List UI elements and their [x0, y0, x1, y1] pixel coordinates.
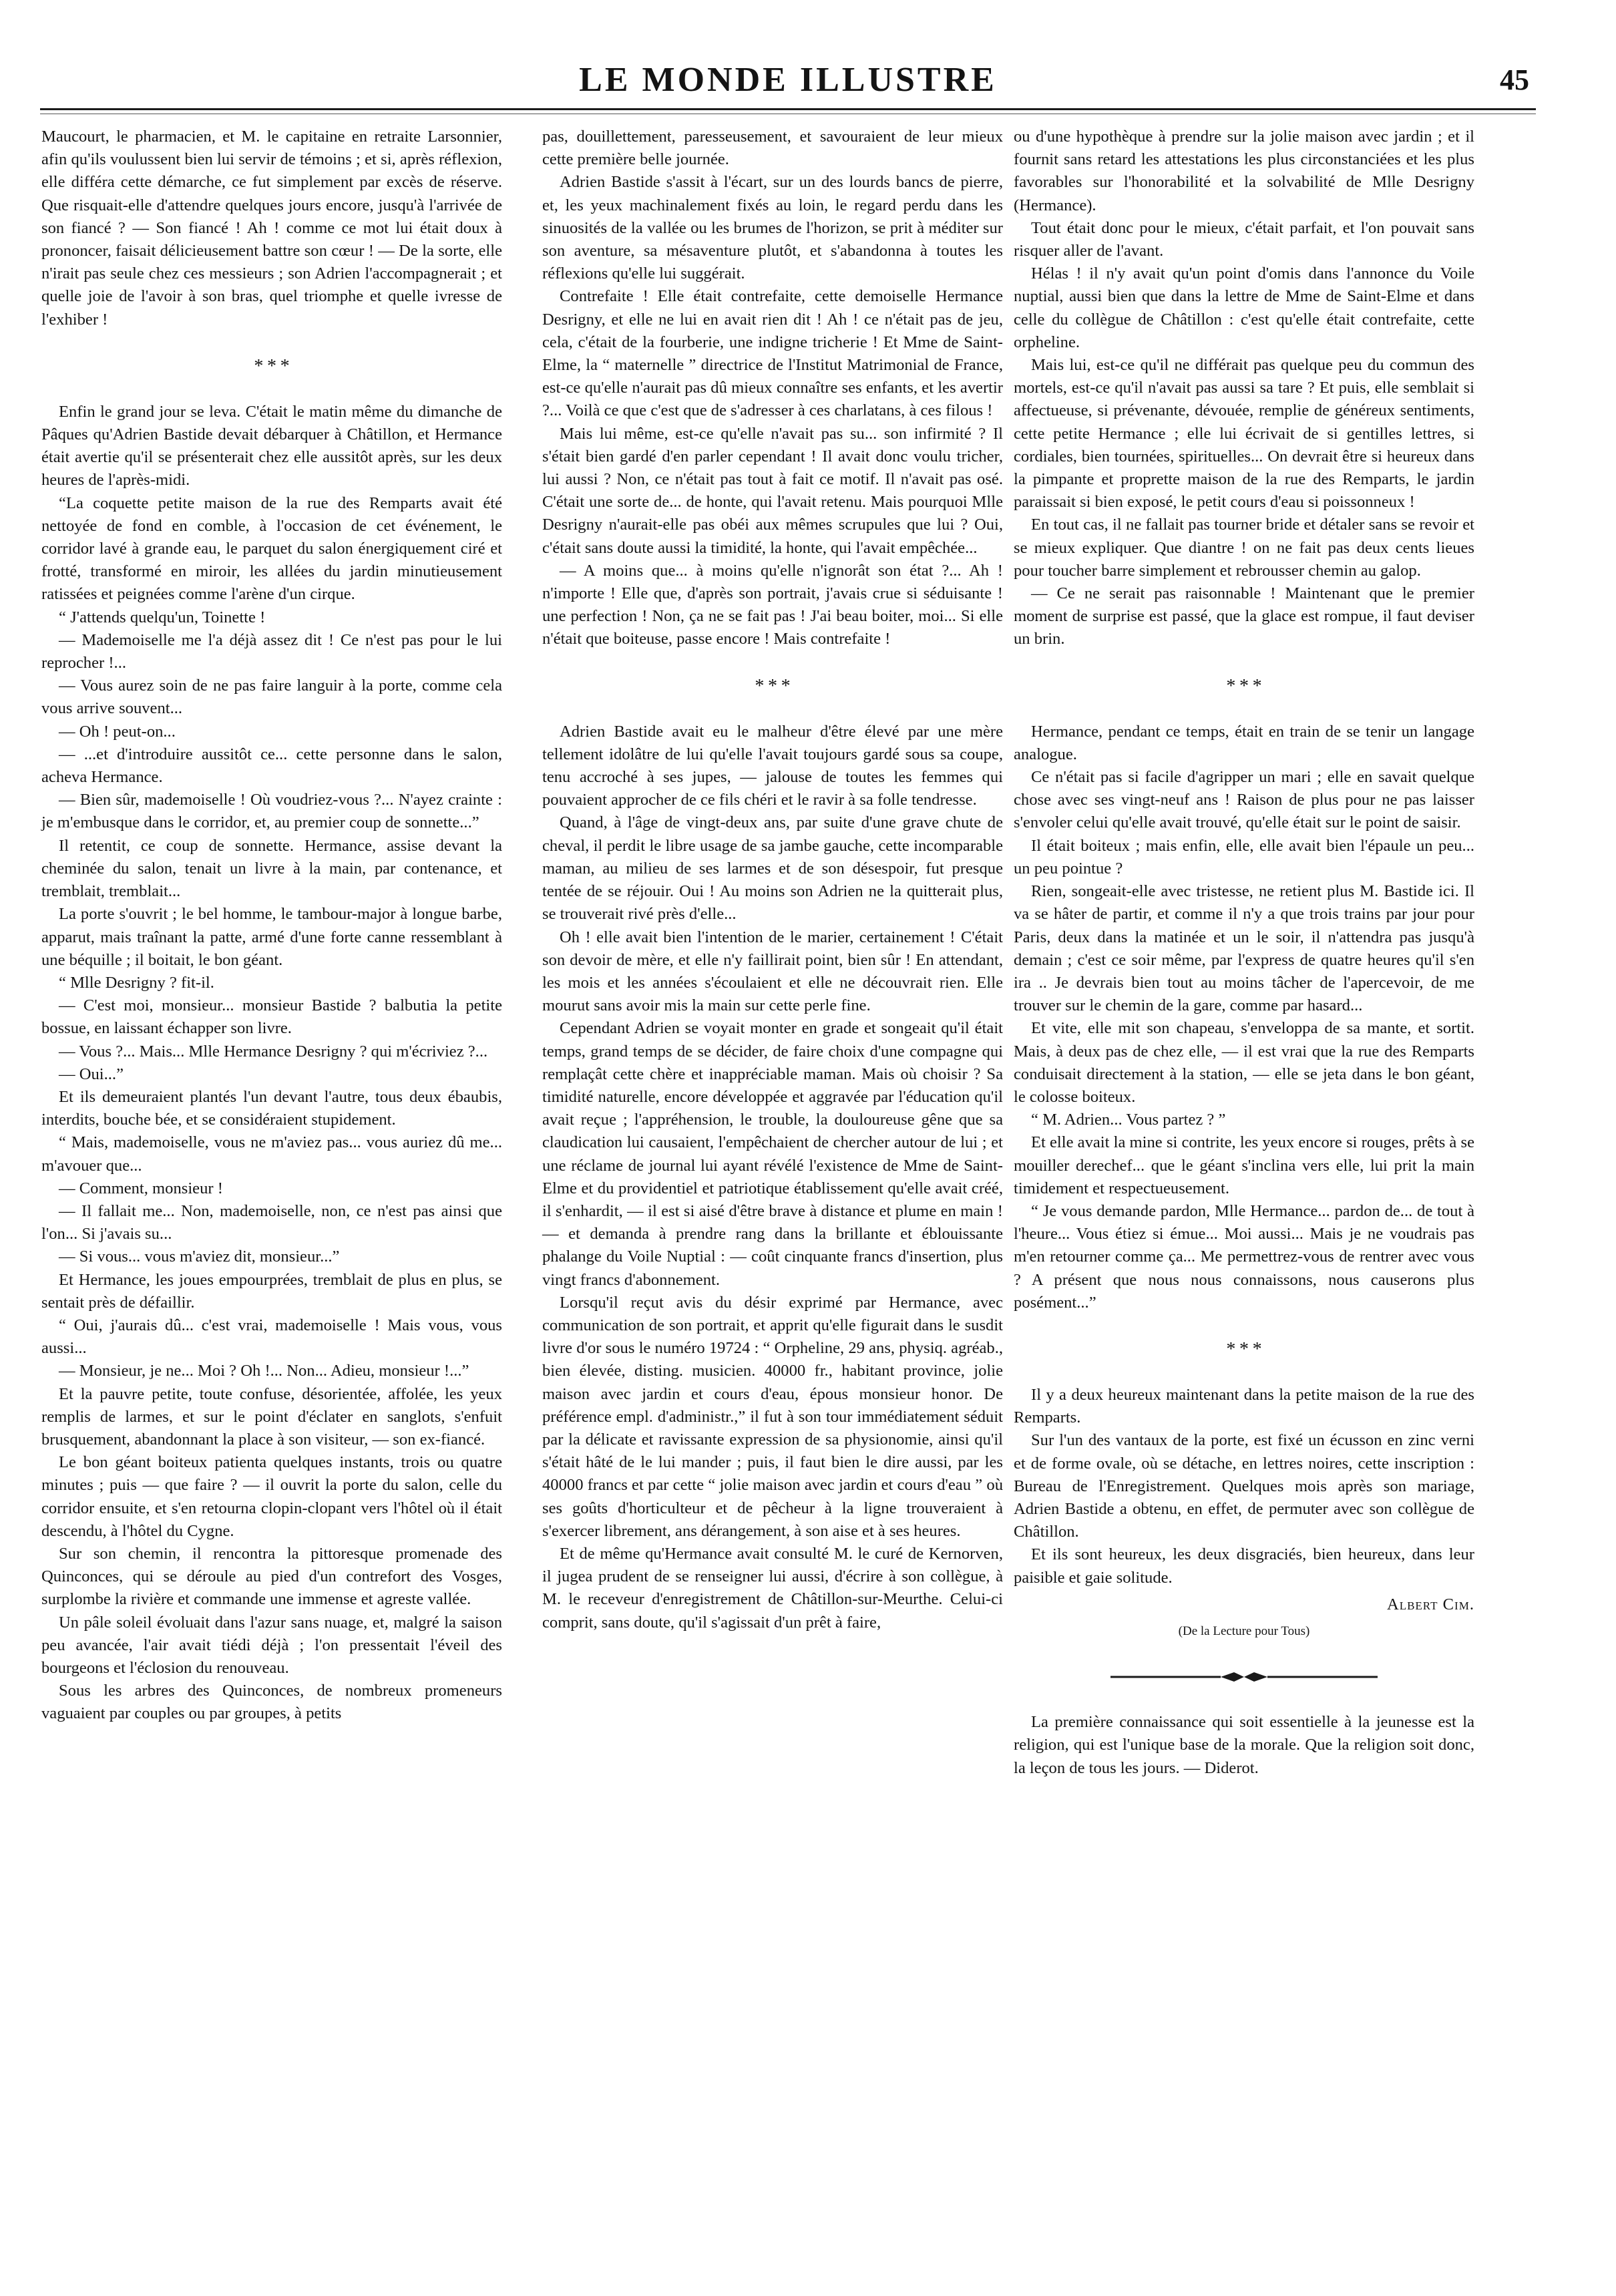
paragraph: Il retentit, ce coup de sonnette. Hermance, assise devant la cheminée du salon, tenait un livre à la main, par contenance, et tremblait, tremblait...	[41, 836, 502, 901]
paragraph: Il y a deux heureux maintenant dans la petite maison de la rue des Remparts.	[1014, 1385, 1474, 1427]
paragraph: Maucourt, le pharmacien, et M. le capitaine en retraite Larsonnier, afin qu'ils voulussent bien lui servir de témoins ; et si, après réflexion, elle différa cette démarche, ce fut simplement par excès de réserve. Que risquait-elle d'attendre quelques jours encore, jusqu'à l'arrivée de son fiancé ? — Son fiancé ! Ah ! comme ce mot lui était doux à prononcer, faisait délicieusement battre son cœur ! — De la sorte, elle n'irait pas seule chez ces messieurs ; son Adrien l'accompagnerait ; et quelle joie de l'avoir à son bras, quel triomphe et quelle ivresse de l'exhiber !	[41, 128, 502, 329]
paragraph: Sur son chemin, il rencontra la pittoresque promenade des Quinconces, qui se déroule au pied d'un contrefort des Vosges, surplombe la rivière et commande une immense et agreste vallée.	[41, 1544, 502, 1609]
paragraph: Et Hermance, les joues empourprées, tremblait de plus en plus, se sentait près de défaillir.	[41, 1270, 502, 1312]
paragraph: — Oui...”	[59, 1065, 124, 1083]
paragraph: — Oh ! peut-on...	[59, 722, 176, 741]
ornament-divider-icon	[1104, 1670, 1384, 1684]
section-break-asterism: * * *	[755, 675, 791, 697]
source-credit: (De la Lecture pour Tous)	[1178, 1623, 1310, 1638]
paragraph: — Bien sûr, mademoiselle ! Où voudriez-vous ?... N'ayez crainte : je m'embusque dans le corridor, et, au premier coup de sonnette...”	[41, 791, 502, 832]
paragraph: “ Je vous demande pardon, Mlle Hermance... pardon de... de tout à l'heure... Vous étiez si émue... Moi aussi... Mais je ne voudrais pas m'en retourner comme ça... Me permettrez-vous de rentrer avec vous ? A présent que nous nous connaissons, nous causerons plus posément...”	[1014, 1201, 1474, 1312]
closing-quote: La première connaissance qui soit essentielle à la jeunesse est la religion, qui est l'unique base de la morale. Que la religion soit donc, la leçon de tous les jours. — Diderot.	[1014, 1713, 1474, 1777]
paragraph: Il était boiteux ; mais enfin, elle, elle avait bien l'épaule un peu... un peu pointue ?	[1014, 836, 1474, 878]
paragraph: Hélas ! il n'y avait qu'un point d'omis dans l'annonce du Voile nuptial, aussi bien que dans la lettre de Mme de Saint-Elme et dans celle du collègue de Châtillon : c'est qu'elle était contrefaite, cette orpheline.	[1014, 264, 1474, 351]
paragraph: Mais lui, est-ce qu'il ne différait pas quelque peu du commun des mortels, est-ce qu'il n'avait pas aussi sa tare ? Et puis, elle semblait si affectueuse, si prévenante, dévouée, remplie de généreux sentiments, cette petite Hermance ; elle lui écrivait de si gentilles lettres, si cordiales, bien tournées, spirituelles... On devrait être si heureux dans la pimpante et proprette maison de la rue des Remparts, le jardin paraissait si bien exposé, le petit cours d'eau si poissonneux !	[1014, 356, 1474, 512]
paragraph: — Vous ?... Mais... Mlle Hermance Desrigny ? qui m'écriviez ?...	[59, 1042, 488, 1061]
paragraph: Et ils sont heureux, les deux disgraciés, bien heureux, dans leur paisible et gaie solitude.	[1014, 1545, 1474, 1587]
paragraph: La porte s'ouvrit ; le bel homme, le tambour-major à longue barbe, apparut, mais traînant la patte, armé d'une forte canne ressemblant à une béquille ; il boitait, le bon géant.	[41, 905, 502, 969]
paragraph: Rien, songeait-elle avec tristesse, ne retient plus M. Bastide ici. Il va se hâter de partir, et comme il n'y a que trois trains par jour pour Paris, deux dans la matinée et un le soir, il n'attendra pas jusqu'à demain ; c'est ce soir même, par l'express de quatre heures qu'il s'en ira .. Je devrais bien tout au moins tâcher de l'apercevoir, de me trouver sur le chemin de la gare, comme par hasard...	[1014, 882, 1474, 1015]
paragraph: — A moins que... à moins qu'elle n'ignorât son état ?... Ah ! n'importe ! Elle que, d'après son portrait, j'avais crue si séduisante ! une perfection ! Non, ça ne se fait pas ! J'ai beau boiter, moi... Si elle n'était que boiteuse, passe encore ! Mais contrefaite !	[542, 561, 1003, 648]
paragraph: Hermance, pendant ce temps, était en train de se tenir un langage analogue.	[1014, 722, 1474, 763]
paragraph: Adrien Bastide s'assit à l'écart, sur un des lourds bancs de pierre, et, les yeux machinalement fixés au loin, le regard perdu dans les sinuosités de la vallée ou les brumes de l'horizon, se prit à méditer sur son aventure, sa mésaventure plutôt, et s'abandonna à toutes les réflexions qu'elle lui suggérait.	[542, 173, 1003, 283]
paragraph: — ...et d'introduire aussitôt ce... cette personne dans le salon, acheva Hermance.	[41, 745, 502, 787]
paragraph: Et ils demeuraient plantés l'un devant l'autre, tous deux ébaubis, interdits, bouche bée, et se considéraient stupidement.	[41, 1087, 502, 1129]
paragraph: Quand, à l'âge de vingt-deux ans, par suite d'une grave chute de cheval, il perdit le libre usage de sa jambe gauche, cette incomparable maman, au milieu de ses larmes et de son désespoir, fut presque tentée de se réjouir. Oui ! Au moins son Adrien ne la quitterait plus, se trouverait rivé près d'elle...	[542, 813, 1003, 924]
newspaper-title: LE MONDE ILLUSTRE	[579, 61, 997, 99]
paragraph: Et la pauvre petite, toute confuse, désorientée, affolée, les yeux remplis de larmes, et sur le point d'éclater en sanglots, s'enfuit brusquement, abandonnant la place à son visiteur, — son ex-fiancé.	[41, 1384, 502, 1449]
paragraph: — Si vous... vous m'aviez dit, monsieur...”	[59, 1248, 340, 1266]
paragraph: — Monsieur, je ne... Moi ? Oh !... Non... Adieu, monsieur !...”	[59, 1362, 469, 1380]
paragraph: — Vous aurez soin de ne pas faire languir à la porte, comme cela vous arrive souvent...	[41, 677, 502, 718]
paragraph: Oh ! elle avait bien l'intention de le marier, certainement ! C'était son devoir de mère, et elle n'y faillirait point, bien sûr ! En attendant, les mois et les années s'écoulaient et elle ne découvrait rien. Elle mourut sans avoir mis la main sur cette perle fine.	[542, 928, 1003, 1015]
paragraph: — Il fallait me... Non, mademoiselle, non, ce n'est pas ainsi que l'on... Si j'avais su...	[41, 1201, 502, 1243]
paragraph: Lorsqu'il reçut avis du désir exprimé par Hermance, avec communication de son portrait, et apprit qu'elle figurait dans le susdit livre d'or sous le numéro 19724 : “ Orpheline, 29 ans, physiq. agréab., bien élevée, disting. musicien. 40000 fr., habitant province, jolie maison avec jardin et cours d'eau, épous monsieur honor. De préférence empl. d'administr.,” il fut à son tour immédiatement séduit par la délicate et ravissante expression de sa physionomie, ainsi qu'il s'était hâté de le lui mander ; puis, il faut bien le dire aussi, par les 40000 francs et par cette “ jolie maison avec jardin et cours d'eau ” où ses goûts d'horticulteur et de pêcheur à la ligne trouveraient à s'exercer librement, ans dérangement, à son aise et à ses heures.	[542, 1293, 1003, 1540]
column-2	[542, 126, 1003, 1634]
section-break-asterism: * * *	[1226, 675, 1262, 697]
paragraph: “ Mlle Desrigny ? fit-il.	[59, 973, 214, 992]
paragraph: ou d'une hypothèque à prendre sur la jolie maison avec jardin ; et il fournit sans retard les attestations les plus circonstanciées et les plus favorables sur l'honorabilité et la solvabilité de Mlle Desrigny (Hermance).	[1014, 128, 1474, 214]
paragraph: — C'est moi, monsieur... monsieur Bastide ? balbutia la petite bossue, en laissant échapper son livre.	[41, 996, 502, 1038]
paragraph: Tout était donc pour le mieux, c'était parfait, et l'on pouvait sans risquer aller de l'avant.	[1014, 218, 1474, 260]
paragraph: “ Mais, mademoiselle, vous ne m'aviez pas... vous auriez dû me... m'avouer que...	[41, 1133, 502, 1175]
column-3	[1014, 126, 1474, 1780]
author-signature: Albert Cim.	[1386, 1595, 1474, 1613]
section-break-asterism: * * *	[254, 355, 290, 377]
paragraph: “ Oui, j'aurais dû... c'est vrai, mademoiselle ! Mais vous, vous aussi...	[41, 1316, 502, 1358]
paragraph: — Mademoiselle me l'a déjà assez dit ! Ce n'est pas pour le lui reprocher !...	[41, 630, 502, 673]
header-rule	[40, 108, 1536, 110]
paragraph: Enfin le grand jour se leva. C'était le matin même du dimanche de Pâques qu'Adrien Bastide devait débarquer à Châtillon, et Hermance était avertie qu'il se présenterait chez elle aussitôt après, sur les deux heures de l'après-midi.	[41, 402, 502, 490]
column-1	[41, 126, 502, 1726]
paragraph: Ce n'était pas si facile d'agripper un mari ; elle en savait quelque chose avec ses vingt-neuf ans ! Raison de plus pour ne pas laisser s'envoler celui qu'elle avait trouvé, qu'elle était sur le point de saisir.	[1014, 768, 1474, 832]
paragraph: Et vite, elle mit son chapeau, s'enveloppa de sa mante, et sortit. Mais, à deux pas de chez elle, — il est vrai que la rue des Remparts conduisait directement à la station, — elle se jeta dans le bon géant, le colosse boiteux.	[1014, 1019, 1474, 1106]
paragraph: Cependant Adrien se voyait monter en grade et songeait qu'il était temps, grand temps de se décider, de faire choix d'une compagne qui remplaçât cette chère et inappréciable maman. Mais où choisir ? Sa timidité naturelle, encore développée et aggravée par l'éducation qu'il avait reçue ; l'appréhension, le trouble, la douloureuse gêne que sa claudication lui causaient, l'empêchaient de chercher autour de lui ; et une réclame de journal lui ayant révélé l'existence de Mme de Saint-Elme et du providentiel et patriotique établissement qu'elle avait créé, il s'enhardit, — il est si aisé d'être brave à distance et plume en main ! — et demanda à prendre rang dans la brillante et éblouissante phalange du Voile Nuptial : — coût cinquante francs d'insertion, plus vingt francs d'abonnement.	[542, 1019, 1003, 1289]
paragraph: Et elle avait la mine si contrite, les yeux encore si rouges, prêts à se mouiller derechef... que le géant s'inclina vers elle, lui prit la main timidement et respectueusement.	[1014, 1133, 1474, 1197]
paragraph: Un pâle soleil évoluait dans l'azur sans nuage, et, malgré la saison peu avancée, l'air avait tiédi déjà ; l'on pressentait l'éveil des bourgeons et l'éclosion du renouveau.	[41, 1613, 502, 1677]
paragraph: pas, douillettement, paresseusement, et savouraient de leur mieux cette première belle journée.	[542, 128, 1003, 169]
paragraph: — Comment, monsieur !	[59, 1179, 223, 1197]
paragraph: Sous les arbres des Quinconces, de nombreux promeneurs vaguaient par couples ou par groupes, à petits	[41, 1682, 502, 1723]
paragraph: En tout cas, il ne fallait pas tourner bride et détaler sans se revoir et se mieux expliquer. Que diantre ! on ne fait pas deux cents lieues pour toucher barre simplement et rebrousser chemin au galop.	[1014, 516, 1474, 580]
paragraph: “La coquette petite maison de la rue des Remparts avait été nettoyée de fond en comble, à l'occasion de cet événement, le corridor lavé à grande eau, le parquet du salon énergiquement ciré et frotté, transformé en miroir, les allées du jardin minutieusement ratissées et peignées comme l'arène d'un cirque.	[41, 494, 502, 604]
paragraph: Adrien Bastide avait eu le malheur d'être élevé par une mère tellement idolâtre de lui qu'elle l'avait toujours gardé sous sa coupe, tenu accroché à ses jupes, — jalouse de toutes les femmes qui pouvaient approcher de ce fils chéri et le ravir à sa folle tendresse.	[542, 722, 1003, 809]
paragraph: — Ce ne serait pas raisonnable ! Maintenant que le premier moment de surprise est passé, que la glace est rompue, il faut deviser un brin.	[1014, 584, 1474, 648]
paragraph: “ M. Adrien... Vous partez ? ”	[1031, 1111, 1226, 1129]
paragraph: “ J'attends quelqu'un, Toinette !	[59, 608, 266, 626]
paragraph: Sur l'un des vantaux de la porte, est fixé un écusson en zinc verni et de forme ovale, où se détache, en lettres noires, cette inscription : Bureau de l'Enregistrement. Quelques mois après son mariage, Adrien Bastide a obtenu, en effet, de permuter avec son collègue de Châtillon.	[1014, 1431, 1474, 1541]
section-break-asterism: * * *	[1226, 1338, 1262, 1360]
page-number: 45	[1500, 63, 1529, 96]
paragraph: Le bon géant boiteux patienta quelques instants, trois ou quatre minutes ; puis — que faire ? — il ouvrit la porte du salon, celle du corridor ensuite, et s'en retourna clopin-clopant vers l'hôtel où il était descendu, à l'hôtel du Cygne.	[41, 1453, 502, 1540]
masthead	[40, 60, 1536, 107]
paragraph: Et de même qu'Hermance avait consulté M. le curé de Kernorven, il jugea prudent de se renseigner lui aussi, d'écrire à son collègue, à M. le receveur d'enregistrement de Châtillon-sur-Meurthe. Celui-ci comprit, sans doute, qu'il s'agissait d'un prêt à faire,	[542, 1544, 1003, 1632]
paragraph: Mais lui même, est-ce qu'elle n'avait pas su... son infirmité ? Il s'était bien gardé d'en parler cependant ! Il avait donc voulu tricher, lui aussi ? Non, ce n'était pas tout à fait ce motif. Il n'avait pas osé. C'était une sorte de... de honte, qui l'avait retenu. Mais pourquoi Mlle Desrigny n'aurait-elle pas obéi aux mêmes scrupules que lui ? Oui, c'était sans doute aussi la timidité, la honte, qui l'avait empêchée...	[542, 424, 1003, 557]
paragraph: Contrefaite ! Elle était contrefaite, cette demoiselle Hermance Desrigny, et elle ne lui en avait rien dit ! Ah ! ce n'était pas de jeu, cela, c'était de la fourberie, une indigne tricherie ! Et Mme de Saint-Elme, la “ maternelle ” directrice de l'Institut Matrimonial de France, est-ce qu'elle n'aurait pas dû mieux connaître ses enfants, et les avertir ?... Voilà ce que c'est que de s'adresser à ces charlatans, à ces filous !	[542, 287, 1003, 420]
